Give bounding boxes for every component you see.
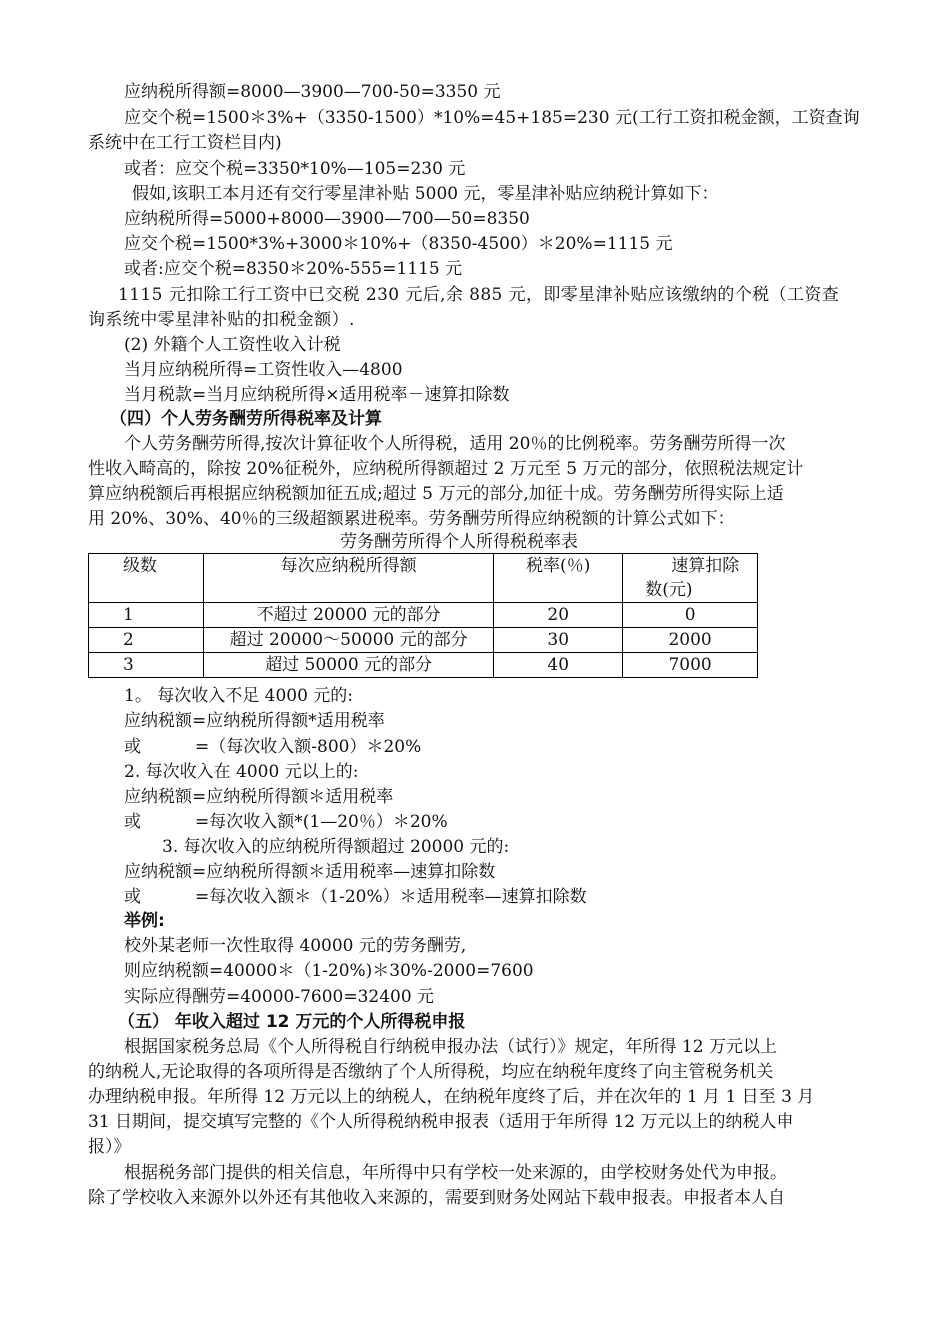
paragraph-line: 根据国家税务总局《个人所得税自行纳税申报办法（试行）》规定，年所得 12 万元以上 xyxy=(124,1037,777,1057)
formula-line: 或 =每次收入额*(1—20％）＊20% xyxy=(124,812,448,832)
header-cell: 级数 xyxy=(89,554,204,603)
formula-line: 或 =（每次收入额-800）＊20% xyxy=(124,737,422,757)
section-heading: （五） 年收入超过 12 万元的个人所得税申报 xyxy=(118,1012,466,1032)
table-cell: 2 xyxy=(89,628,204,653)
table-row xyxy=(89,628,758,653)
table-row xyxy=(89,603,758,628)
text-line: 应纳税所得额=8000—3900—700-50=3350 元 xyxy=(124,82,501,102)
table-header-row xyxy=(89,554,758,603)
text-line: 应交个税=1500*3%+3000＊10%+（8350-4500）＊20%=1115 元 xyxy=(124,234,673,254)
paragraph-line: 性收入畸高的，除按 20%征税外，应纳税所得额超过 2 万元至 5 万元的部分，依照税法规定计 xyxy=(88,459,804,479)
table-cell: 7000 xyxy=(623,653,758,678)
table-cell: 20 xyxy=(494,603,623,628)
table-cell: 0 xyxy=(623,603,758,628)
formula-line: 1。 每次收入不足 4000 元的: xyxy=(124,686,354,706)
table-cell: 2000 xyxy=(623,628,758,653)
text-line: 询系统中零星津补贴的扣税金额）. xyxy=(88,310,355,330)
table-title: 劳务酬劳所得个人所得税税率表 xyxy=(340,532,578,552)
formula-line: 应纳税额=应纳税所得额＊适用税率 xyxy=(124,787,394,807)
header-cell: 税率(％) xyxy=(494,554,623,603)
formula-line: 3. 每次收入的应纳税所得额超过 20000 元的: xyxy=(162,837,510,857)
table-row xyxy=(89,653,758,678)
text-line: 或者:应交个税=8350＊20%-555=1115 元 xyxy=(124,259,463,279)
table-cell: 3 xyxy=(89,653,204,678)
paragraph-line: 的纳税人,无论取得的各项所得是否缴纳了个人所得税，均应在纳税年度终了向主管税务机关 xyxy=(88,1062,774,1082)
text-line: 假如,该职工本月还有交行零星津补贴 5000 元，零星津补贴应纳税计算如下： xyxy=(132,184,719,204)
table-cell: 超过 50000 元的部分 xyxy=(204,653,494,678)
header-cell: 每次应纳税所得额 xyxy=(204,554,494,603)
text-line: 或者：应交个税=3350*10%—105=230 元 xyxy=(124,159,466,179)
header-cell xyxy=(623,554,758,603)
tax-rate-table xyxy=(88,553,758,678)
text-line: 系统中在工行工资栏目内) xyxy=(88,133,282,153)
paragraph-line: 除了学校收入来源外以外还有其他收入来源的，需要到财务处网站下载申报表。申报者本人自 xyxy=(88,1188,785,1208)
example-line: 实际应得酬劳=40000-7600=32400 元 xyxy=(124,987,435,1007)
paragraph-line: 根据税务部门提供的相关信息，年所得中只有学校一处来源的，由学校财务处代为申报。 xyxy=(124,1163,787,1183)
text-line: 应交个税=1500＊3%+（3350-1500）*10%=45+185=230 元(工行工资扣税金额，工资查询 xyxy=(124,108,860,128)
text-line: 应纳税所得=5000+8000—3900—700—50=8350 xyxy=(124,209,530,229)
table-cell: 不超过 20000 元的部分 xyxy=(204,603,494,628)
paragraph-line: 算应纳税额后再根据应纳税额加征五成;超过 5 万元的部分,加征十成。劳务酬劳所得实际上适 xyxy=(88,484,784,504)
text-line: 当月税款=当月应纳税所得×适用税率－速算扣除数 xyxy=(124,385,510,405)
paragraph-line: 办理纳税申报。年所得 12 万元以上的纳税人，在纳税年度终了后，并在次年的 1 月 1 日至 3 月 xyxy=(88,1087,815,1107)
formula-line: 应纳税额=应纳税所得额*适用税率 xyxy=(124,711,385,731)
header-cell-line: 速算扣除 xyxy=(671,556,740,576)
paragraph-line: 报）》 xyxy=(88,1137,131,1157)
section-heading: （四）个人劳务酬劳所得税率及计算 xyxy=(110,409,382,429)
formula-line: 或 =每次收入额＊（1-20%）＊适用税率—速算扣除数 xyxy=(124,887,587,907)
text-line: 1115 元扣除工行工资中已交税 230 元后,余 885 元，即零星津补贴应该缴纳的个税（工资查 xyxy=(118,285,840,305)
paragraph-line: 31 日期间，提交填写完整的《个人所得税纳税申报表（适用于年所得 12 万元以上的纳税人申 xyxy=(88,1112,794,1132)
table-cell: 1 xyxy=(89,603,204,628)
header-cell-line: 数(元) xyxy=(645,580,693,600)
paragraph-line: 个人劳务酬劳所得,按次计算征收个人所得税，适用 20％的比例税率。劳务酬劳所得一次 xyxy=(124,434,786,454)
formula-line: 应纳税额=应纳税所得额＊适用税率—速算扣除数 xyxy=(124,862,496,882)
text-line: 当月应纳税所得=工资性收入—4800 xyxy=(124,360,403,380)
text-line: (2) 外籍个人工资性收入计税 xyxy=(124,335,341,355)
example-label: 举例: xyxy=(124,911,165,931)
example-line: 校外某老师一次性取得 40000 元的劳务酬劳, xyxy=(124,936,467,956)
formula-line: 2. 每次收入在 4000 元以上的: xyxy=(124,762,359,782)
table-cell: 40 xyxy=(494,653,623,678)
paragraph-line: 用 20%、30%、40％的三级超额累进税率。劳务酬劳所得应纳税额的计算公式如下： xyxy=(88,509,735,529)
example-line: 则应纳税额=40000＊（1-20%)＊30%-2000=7600 xyxy=(124,961,534,981)
table-cell: 超过 20000～50000 元的部分 xyxy=(204,628,494,653)
table-cell: 30 xyxy=(494,628,623,653)
